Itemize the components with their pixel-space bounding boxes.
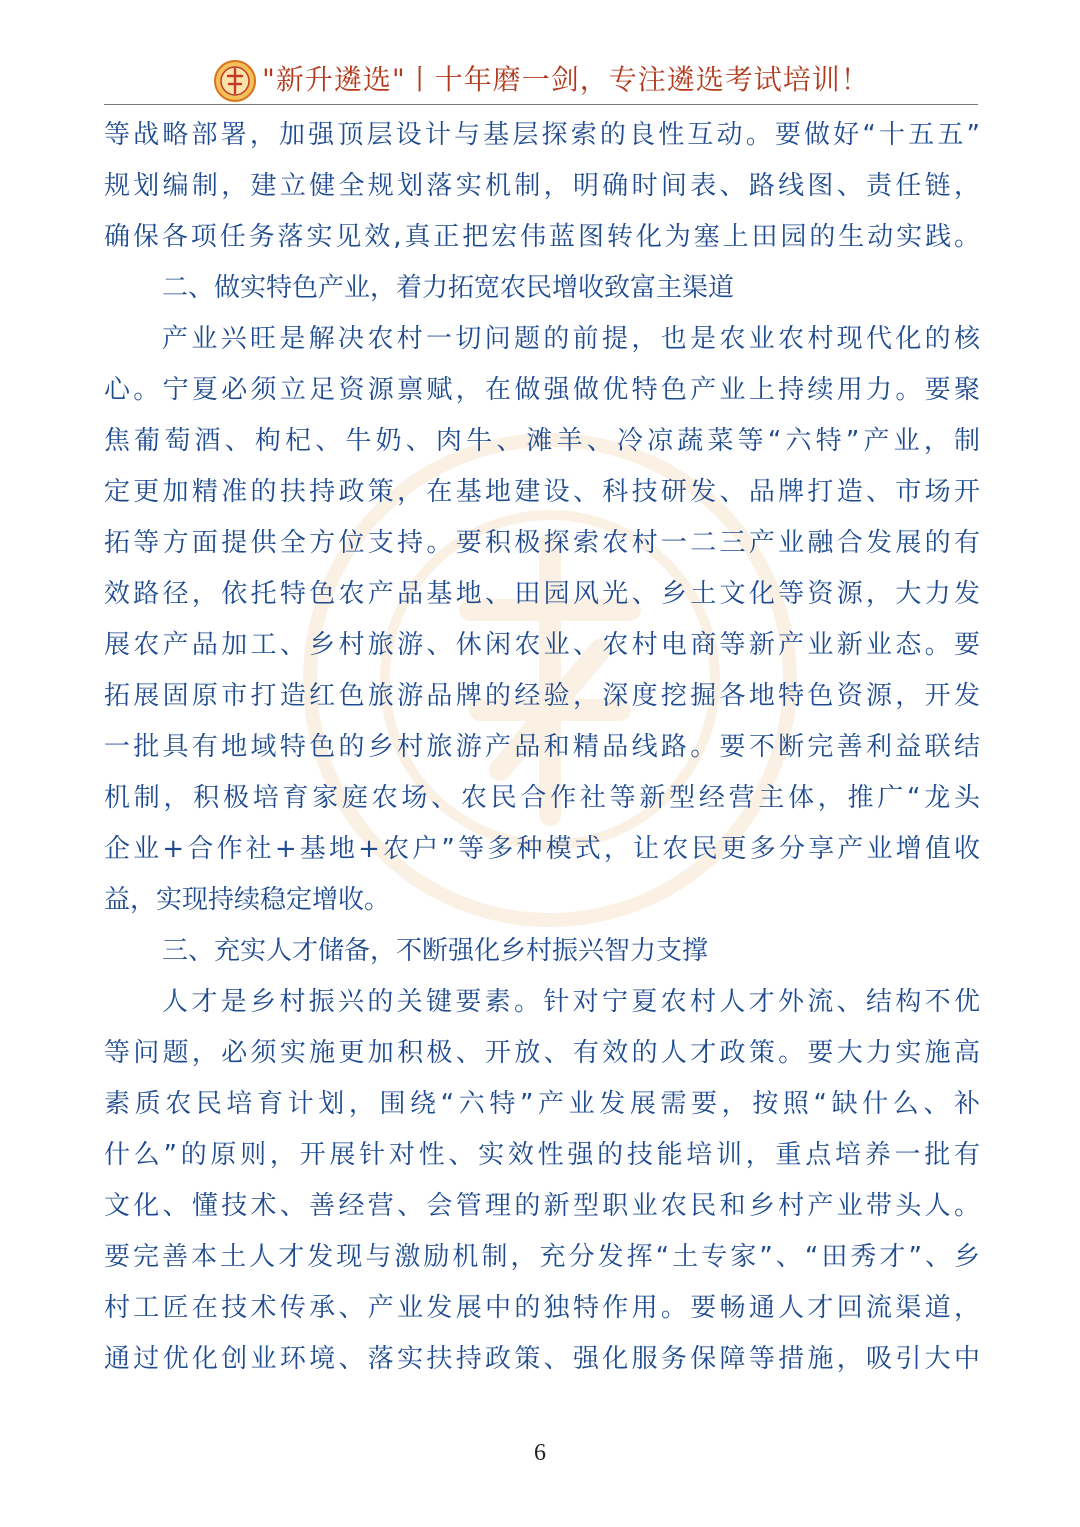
text-line: 通过优化创业环境、落实扶持政策、强化服务保障等措施，吸引大中	[104, 1344, 980, 1374]
text-line: 什么”的原则，开展针对性、实效性强的技能培训，重点培养一批有	[104, 1140, 980, 1170]
text-line: 确保各项任务落实见效,真正把宏伟蓝图转化为塞上田园的生动实践。	[104, 222, 980, 252]
page-number: 6	[534, 1440, 546, 1466]
text-line: 焦葡萄酒、枸杞、牛奶、肉牛、滩羊、冷凉蔬菜等“六特”产业，制	[104, 426, 980, 456]
section-heading-2: 二、做实特色产业，着力拓宽农民增收致富主渠道	[162, 273, 735, 303]
text-line: 一批具有地域特色的乡村旅游产品和精品线路。要不断完善利益联结	[104, 732, 980, 762]
page-header	[0, 52, 1080, 106]
header-divider	[104, 104, 978, 105]
text-line: 人才是乡村振兴的关键要素。针对宁夏农村人才外流、结构不优	[162, 987, 980, 1017]
text-line: 要完善本土人才发现与激励机制，充分发挥“土专家”、“田秀才”、乡	[104, 1242, 980, 1272]
xinsheng-logo-icon	[213, 59, 257, 103]
text-line: 村工匠在技术传承、产业发展中的独特作用。要畅通人才回流渠道，	[104, 1293, 980, 1323]
text-line: 拓展固原市打造红色旅游品牌的经验，深度挖掘各地特色资源，开发	[104, 681, 980, 711]
text-line: 素质农民培育计划，围绕“六特”产业发展需要，按照“缺什么、补	[104, 1089, 980, 1119]
text-line: 定更加精准的扶持政策，在基地建设、科技研发、品牌打造、市场开	[104, 477, 980, 507]
text-line: 企业+合作社+基地+农户”等多种模式，让农民更多分享产业增值收	[104, 834, 980, 864]
section-heading-3: 三、充实人才储备，不断强化乡村振兴智力支撑	[162, 936, 709, 966]
document-body	[104, 110, 980, 1385]
text-line: 心。宁夏必须立足资源禀赋，在做强做优特色产业上持续用力。要聚	[104, 375, 980, 405]
text-line: 产业兴旺是解决农村一切问题的前提，也是农业农村现代化的核	[162, 324, 980, 354]
text-line: 规划编制，建立健全规划落实机制，明确时间表、路线图、责任链，	[104, 171, 980, 201]
text-line: 机制，积极培育家庭农场、农民合作社等新型经营主体，推广“龙头	[104, 783, 980, 813]
text-line: 效路径，依托特色农产品基地、田园风光、乡土文化等资源，大力发	[104, 579, 980, 609]
text-line: 文化、懂技术、善经营、会管理的新型职业农民和乡村产业带头人。	[104, 1191, 980, 1221]
text-line: 展农产品加工、乡村旅游、休闲农业、农村电商等新产业新业态。要	[104, 630, 980, 660]
text-line: 等战略部署，加强顶层设计与基层探索的良性互动。要做好“十五五”	[104, 120, 980, 150]
header-slogan: "新升遴选"丨十年磨一剑，专注遴选考试培训！	[262, 63, 870, 96]
text-line: 益，实现持续稳定增收。	[104, 885, 391, 915]
text-line: 等问题，必须实施更加积极、开放、有效的人才政策。要大力实施高	[104, 1038, 980, 1068]
text-line: 拓等方面提供全方位支持。要积极探索农村一二三产业融合发展的有	[104, 528, 980, 558]
